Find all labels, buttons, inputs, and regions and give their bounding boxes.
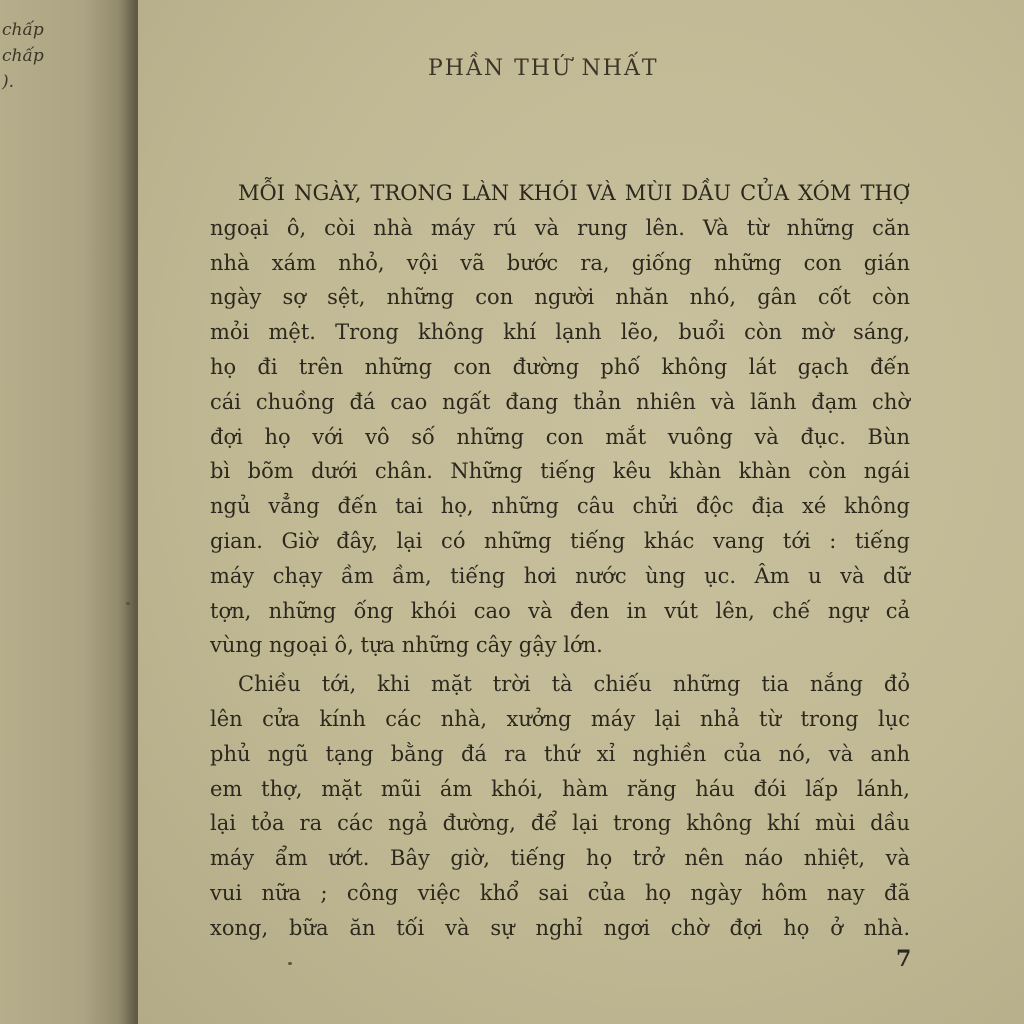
text-line: gian. Giờ đây, lại có những tiếng khác vang tới : tiếng xyxy=(210,528,910,553)
text-line: em thợ, mặt mũi ám khói, hàm răng háu đói lấp lánh, xyxy=(210,776,910,801)
text-line: lên cửa kính các nhà, xưởng máy lại nhả từ trong lục xyxy=(210,706,910,731)
text-line: ngày sợ sệt, những con người nhăn nhó, gân cốt còn xyxy=(210,285,910,310)
text-line: lại tỏa ra các ngả đường, để lại trong không khí mùi dầu xyxy=(210,811,910,836)
text-line: vui nữa ; công việc khổ sai của họ ngày hôm nay đã xyxy=(210,880,910,905)
text-line: tợn, những ống khói cao và đen in vút lên, chế ngự cả xyxy=(210,598,910,623)
left-page-fragment: chấp xyxy=(2,46,44,66)
page-number: 7 xyxy=(896,946,912,972)
text-line: Chiều tới, khi mặt trời tà chiếu những tia nắng đỏ xyxy=(238,672,910,697)
body-text xyxy=(210,176,910,946)
text-line: cái chuồng đá cao ngất đang thản nhiên và lãnh đạm chờ xyxy=(210,389,910,414)
page-title: PHẦN THỨ NHẤT xyxy=(428,56,659,81)
text-line: máy chạy ầm ầm, tiếng hơi nước ùng ục. Âm u và dữ xyxy=(210,563,910,588)
text-line: xong, bữa ăn tối và sự nghỉ ngơi chờ đợi họ ở nhà. xyxy=(210,915,910,940)
text-line: MỖI NGÀY, TRONG LÀN KHÓI VÀ MÙI DẦU CỦA XÓM THỢ xyxy=(238,181,910,205)
left-page-fragment: ). xyxy=(2,72,15,92)
text-line: nhà xám nhỏ, vội vã bước ra, giống những con gián xyxy=(210,250,910,275)
text-line: máy ẩm ướt. Bây giờ, tiếng họ trở nên náo nhiệt, và xyxy=(210,846,910,871)
text-line: bì bõm dưới chân. Những tiếng kêu khàn khàn còn ngái xyxy=(210,459,910,484)
text-line: vùng ngoại ô, tựa những cây gậy lớn. xyxy=(210,633,603,658)
right-page xyxy=(138,0,1024,1024)
paper-speck xyxy=(126,602,130,605)
text-line: ngủ vẳng đến tai họ, những câu chửi độc địa xé không xyxy=(210,494,910,519)
text-line: đợi họ với vô số những con mắt vuông và đục. Bùn xyxy=(210,424,910,449)
paper-speck xyxy=(288,962,292,965)
text-line: phủ ngũ tạng bằng đá ra thứ xỉ nghiền của nó, và anh xyxy=(210,741,910,766)
text-line: họ đi trên những con đường phố không lát gạch đến xyxy=(210,354,910,379)
text-line: ngoại ô, còi nhà máy rú và rung lên. Và từ những căn xyxy=(210,215,910,240)
left-page-fragment: chấp xyxy=(2,20,44,40)
text-line: mỏi mệt. Trong không khí lạnh lẽo, buổi còn mờ sáng, xyxy=(210,320,910,345)
